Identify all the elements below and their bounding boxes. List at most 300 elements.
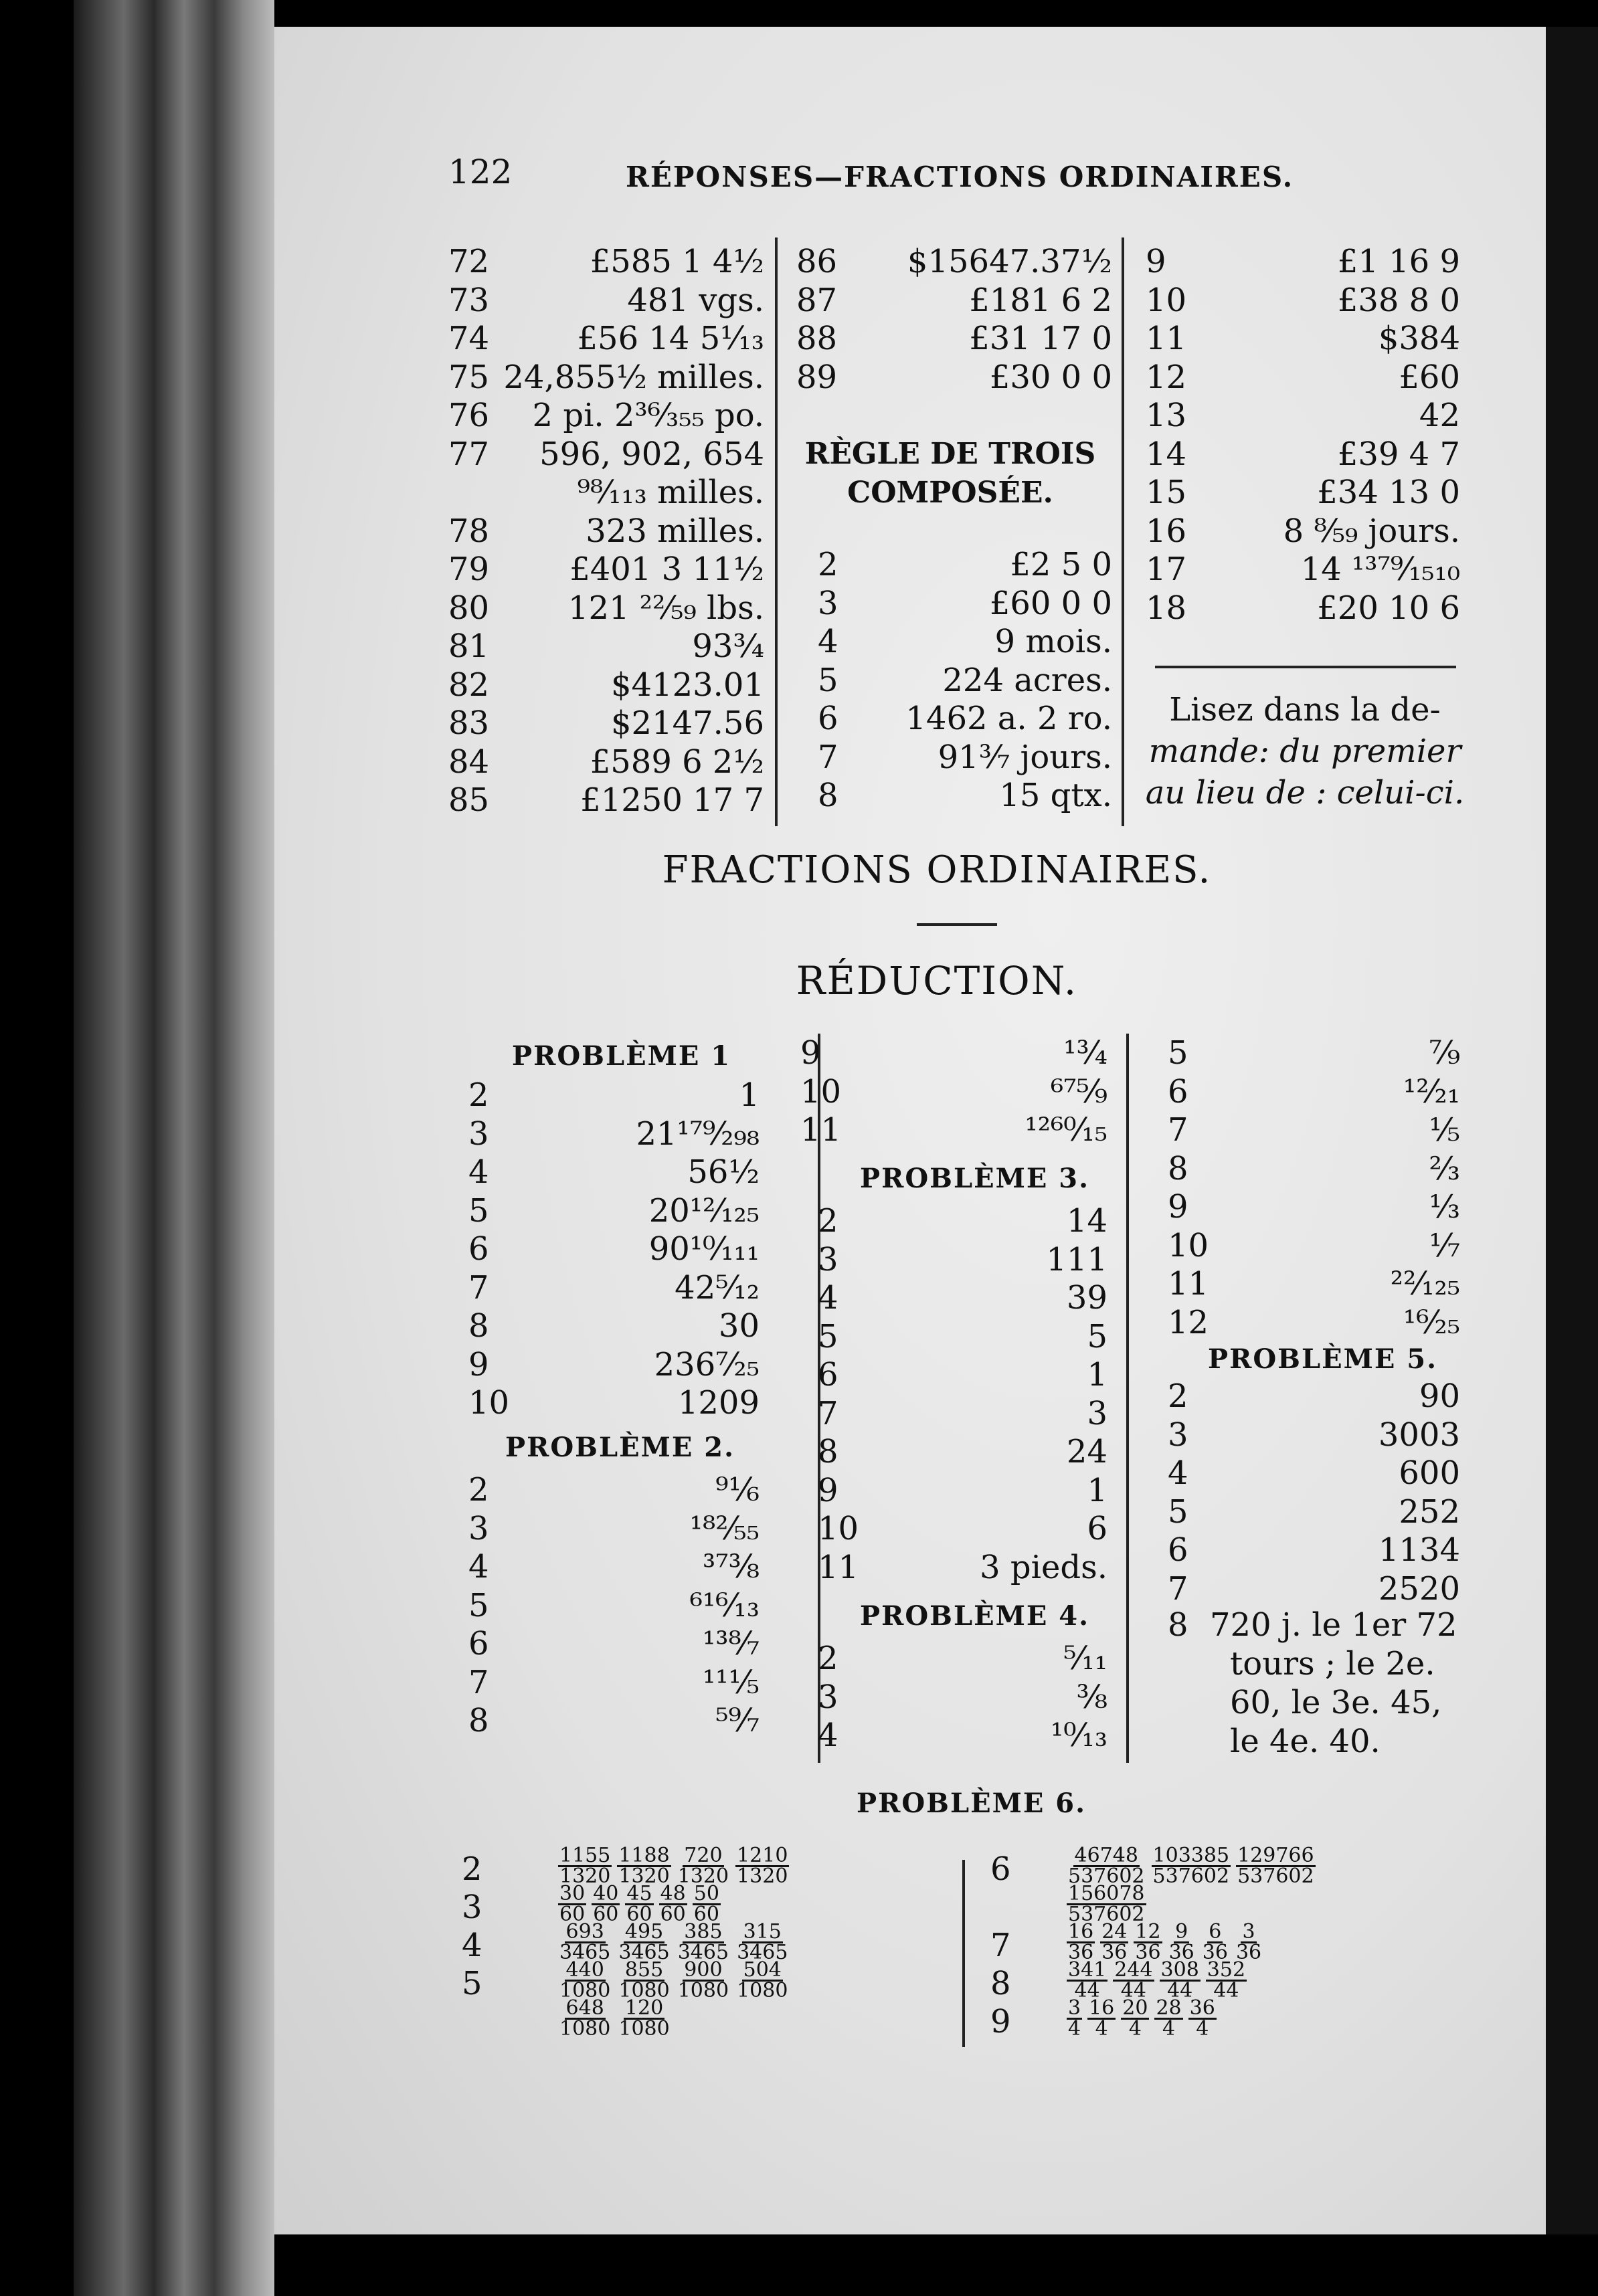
fraction-list [1064, 1844, 1318, 1886]
answer-number: 10 [800, 1072, 842, 1111]
answer-number: 6 [468, 1230, 489, 1268]
answer-number: 7 [1168, 1111, 1188, 1149]
denominator: 1080 [559, 1979, 611, 2002]
answer-value: 24 [1066, 1433, 1107, 1470]
answer-number: 7 [1168, 1569, 1188, 1608]
numerator: 50 [693, 1882, 719, 1905]
denominator: 3465 [559, 1941, 611, 1964]
note-line: mande: du premier [1148, 733, 1461, 770]
answer-number: 2 [1168, 1377, 1188, 1415]
answer-value: £39 4 7 [1337, 435, 1460, 473]
fraction-list [555, 1844, 792, 1886]
numerator: 3 [1068, 1996, 1081, 2020]
answer-value: £585 1 4½ [590, 243, 764, 280]
denominator: 1080 [737, 1979, 788, 2002]
numerator: 495 [624, 1920, 664, 1943]
answer-number: 74 [448, 320, 490, 357]
answer-number: 5 [468, 1586, 489, 1624]
answer-number: 9 [818, 1471, 838, 1509]
denominator: 3465 [677, 1941, 729, 1964]
note-line: Lisez dans la de- [1169, 691, 1441, 729]
numerator: 24 [1101, 1920, 1128, 1943]
fraction [1067, 1996, 1082, 2040]
numerator: 3 [1242, 1920, 1255, 1943]
probleme-3-title: PROBLÈME 3. [860, 1163, 1090, 1194]
answer-number: 73 [448, 281, 490, 319]
answer-value: ⁹⁸⁄₁₁₃ milles. [577, 474, 764, 511]
answer-value: 1 [1087, 1356, 1107, 1394]
denominator: 4 [1162, 2017, 1176, 2040]
answer-number: 8 [818, 777, 838, 814]
answer-value: 3 [1087, 1394, 1107, 1432]
answer-value: 42 [1419, 397, 1460, 434]
answer-value: $4123.01 [610, 666, 764, 704]
answer-value: $384 [1378, 320, 1460, 357]
answer-number: 10 [818, 1510, 859, 1547]
answer-number: 8 [468, 1307, 489, 1345]
answer-number: 6 [468, 1625, 489, 1662]
answer-value: 9 mois. [994, 623, 1112, 660]
answer-value: £1 16 9 [1337, 243, 1460, 280]
section-title: FRACTIONS ORDINAIRES. [662, 848, 1212, 892]
answer-number: 11 [800, 1111, 842, 1149]
answer-value: 3 pieds. [980, 1548, 1107, 1586]
numerator: 648 [565, 1996, 604, 2020]
fraction [1206, 1958, 1247, 2002]
answer-value: 6 [1087, 1510, 1107, 1547]
numerator: 308 [1160, 1958, 1199, 1982]
numerator: 855 [624, 1958, 664, 1982]
probleme-5-answer-8 [1168, 1606, 1188, 1644]
numerator: 103385 [1152, 1844, 1230, 1867]
answer-number: 5 [1168, 1493, 1188, 1531]
fraction-list [1064, 1997, 1219, 2038]
answer-value: ¹¹¹⁄₅ [703, 1663, 760, 1701]
answer-number: 88 [796, 320, 838, 357]
answer-number: 15 [1146, 474, 1187, 511]
fraction [1154, 1996, 1182, 2040]
fraction [617, 1920, 671, 1964]
note-line: au lieu de : celui-ci. [1145, 774, 1465, 811]
denominator: 4 [1068, 2017, 1081, 2040]
answer-number: 18 [1146, 589, 1187, 627]
fraction [558, 1846, 612, 1886]
fraction-list [1064, 1959, 1249, 2000]
numerator: 129766 [1237, 1844, 1314, 1867]
answer-number: 6 [818, 700, 838, 737]
denominator: 44 [1074, 1979, 1100, 2002]
numerator: 385 [684, 1920, 723, 1943]
numerator: 244 [1114, 1958, 1153, 1982]
probleme-4-title: PROBLÈME 4. [860, 1600, 1090, 1632]
denominator: 4 [1095, 2017, 1108, 2040]
answer-value: 21¹⁷⁹⁄₂₉₈ [636, 1115, 760, 1153]
page-number: 122 [448, 153, 513, 191]
answer-number: 11 [1168, 1265, 1209, 1303]
denominator: 1320 [618, 1864, 670, 1888]
denominator: 44 [1167, 1979, 1193, 2002]
answer-value: ⅕ [1429, 1111, 1460, 1149]
numerator: 20 [1122, 1996, 1148, 2020]
answer-value: ¹²⁄₂₁ [1403, 1072, 1460, 1111]
answer-number: 4 [818, 623, 838, 660]
answer-number: 3 [818, 1678, 838, 1716]
note-separator [1155, 666, 1456, 668]
answer-value: 1462 a. 2 ro. [905, 700, 1112, 737]
answer-number: 2 [462, 1850, 482, 1888]
fraction [677, 1958, 730, 2002]
column-divider [1126, 1034, 1129, 1763]
heading-line: RÈGLE DE TROIS [804, 437, 1096, 471]
answer-value: 224 acres. [942, 661, 1112, 699]
answer-value: ¹³⁄₄ [1063, 1034, 1107, 1072]
answer-value: 14 ¹³⁷⁹⁄₁₅₁₀ [1300, 551, 1460, 588]
answer-value: 121 ²²⁄₅₉ lbs. [567, 589, 764, 627]
denominator: 537602 [1237, 1864, 1314, 1888]
answer-value: ⁶⁷⁵⁄₉ [1051, 1072, 1107, 1111]
fraction [1134, 1920, 1162, 1964]
denominator: 60 [660, 1903, 686, 1926]
answer-number: 8 [468, 1702, 489, 1739]
answer-number: 9 [1146, 243, 1166, 280]
answer-line: le 4e. 40. [1230, 1723, 1381, 1760]
answer-number: 4 [818, 1279, 838, 1317]
answer-number: 4 [468, 1153, 489, 1191]
answer-number: 76 [448, 397, 490, 434]
answer-number: 5 [818, 661, 838, 699]
answer-value: ¹³⁸⁄₇ [703, 1625, 760, 1662]
answer-number: 5 [462, 1965, 482, 2002]
answer-number: 82 [448, 666, 490, 704]
numerator: 36 [1189, 1996, 1215, 2020]
answer-number: 12 [1168, 1303, 1209, 1341]
answer-number: 81 [448, 628, 490, 665]
answer-value: ¹⁰⁄₁₃ [1051, 1717, 1107, 1754]
column-divider [962, 1860, 965, 2047]
fraction [1235, 1920, 1263, 1964]
fraction [735, 1958, 789, 2002]
denominator: 4 [1128, 2017, 1142, 2040]
answer-value: 1 [739, 1076, 760, 1114]
numerator: 693 [565, 1920, 604, 1943]
answer-number: 8 [818, 1433, 838, 1470]
fraction-list [555, 1883, 723, 1924]
numerator: 48 [660, 1882, 686, 1905]
answer-number: 9 [990, 2003, 1011, 2040]
answer-value: 3003 [1378, 1416, 1460, 1454]
fraction [558, 1958, 612, 2002]
answer-number: 2 [818, 546, 838, 583]
answer-number: 85 [448, 781, 490, 819]
numerator: 120 [624, 1996, 664, 2020]
answer-number: 13 [1146, 397, 1187, 434]
subsection-title: RÉDUCTION. [796, 958, 1078, 1003]
answer-value: 42⁵⁄₁₂ [675, 1268, 760, 1307]
answer-number: 4 [468, 1548, 489, 1586]
denominator: 36 [1101, 1941, 1128, 1964]
denominator: 60 [593, 1903, 619, 1926]
answer-number: 10 [1168, 1226, 1209, 1264]
answer-value: 323 milles. [586, 512, 764, 550]
fraction [1100, 1920, 1128, 1964]
answer-number: 7 [468, 1268, 489, 1307]
denominator: 36 [1202, 1941, 1228, 1964]
fraction [1087, 1996, 1116, 2040]
answer-number: 5 [1168, 1034, 1188, 1072]
answer-value: 1134 [1378, 1531, 1460, 1569]
numerator: 315 [743, 1920, 782, 1943]
numerator: 45 [626, 1882, 652, 1905]
answer-line: 720 j. le 1er 72 [1210, 1606, 1457, 1644]
denominator: 3465 [737, 1941, 788, 1964]
fraction [1067, 1920, 1095, 1964]
denominator: 1080 [677, 1979, 729, 2002]
answer-number: 75 [448, 358, 490, 396]
answer-value: £60 0 0 [989, 584, 1112, 622]
probleme-6-title: PROBLÈME 6. [857, 1788, 1087, 1819]
answer-number: 8 [990, 1965, 1011, 2002]
running-title: RÉPONSES—FRACTIONS ORDINAIRES. [626, 161, 1294, 193]
answer-value: £1250 17 7 [580, 781, 764, 819]
denominator: 537602 [1068, 1903, 1145, 1926]
numerator: 341 [1068, 1958, 1107, 1982]
answer-value: £60 [1399, 358, 1460, 396]
answer-number: 8 [1168, 1606, 1188, 1644]
answer-number: 11 [1146, 320, 1187, 357]
answer-number: 7 [990, 1927, 1011, 1964]
denominator: 36 [1135, 1941, 1161, 1964]
answer-number: 3 [818, 1240, 838, 1278]
answer-value: 30 [718, 1307, 760, 1345]
denominator: 537602 [1068, 1864, 1145, 1888]
denominator: 44 [1120, 1979, 1146, 2002]
probleme-2-title: PROBLÈME 2. [505, 1432, 735, 1463]
fraction [659, 1882, 687, 1926]
fraction [1152, 1846, 1231, 1886]
answer-number: 5 [818, 1317, 838, 1355]
answer-value: 24,855½ milles. [503, 358, 764, 396]
answer-number: 87 [796, 281, 838, 319]
answer-number: 9 [1168, 1188, 1188, 1226]
numerator: 1188 [618, 1844, 670, 1867]
answer-number: 6 [1168, 1072, 1188, 1111]
answer-number: 84 [448, 743, 490, 781]
numerator: 504 [743, 1958, 782, 1982]
fraction [592, 1882, 620, 1926]
fraction [1168, 1920, 1196, 1964]
answer-value: ⁹¹⁄₆ [715, 1471, 760, 1509]
fraction [617, 1996, 671, 2040]
answer-value: 236⁷⁄₂₅ [654, 1345, 760, 1383]
fraction [1188, 1996, 1217, 2040]
page-right-border [1546, 27, 1598, 2234]
answer-value: £589 6 2½ [590, 743, 764, 781]
answer-number: 7 [818, 738, 838, 776]
answer-number: 2 [468, 1076, 489, 1114]
answer-value: 2 pi. 2³⁶⁄₃₅₅ po. [532, 397, 764, 434]
denominator: 36 [1068, 1941, 1094, 1964]
answer-value: ⁶¹⁶⁄₁₃ [689, 1586, 760, 1624]
answer-value: ⅔ [1429, 1149, 1460, 1187]
column-divider [1122, 237, 1124, 826]
probleme-1-title: PROBLÈME 1 [512, 1040, 731, 1072]
fraction [677, 1846, 730, 1886]
numerator: 16 [1068, 1920, 1094, 1943]
erratum-note [1138, 689, 1472, 814]
answer-number: 9 [800, 1034, 821, 1072]
answer-value: £56 14 5¹⁄₁₃ [577, 320, 764, 357]
fraction-list [555, 1997, 674, 2038]
numerator: 440 [565, 1958, 604, 1982]
fraction-list [1064, 1921, 1265, 1962]
answer-line: 60, le 3e. 45, [1230, 1684, 1442, 1721]
answer-number: 4 [1168, 1454, 1188, 1492]
answer-value: 1 [1087, 1471, 1107, 1509]
fraction [617, 1958, 671, 2002]
answer-value: ¹⁶⁄₂₅ [1403, 1303, 1460, 1341]
answer-number: 10 [1146, 281, 1187, 319]
answer-value: 90¹⁰⁄₁₁₁ [648, 1230, 760, 1268]
answer-number: 83 [448, 704, 490, 742]
answer-value: 90 [1419, 1377, 1460, 1415]
fraction [735, 1846, 789, 1886]
fraction [558, 1996, 612, 2040]
denominator: 1080 [618, 2017, 670, 2040]
answer-number: 4 [818, 1717, 838, 1754]
fraction-list [555, 1921, 792, 1962]
answer-value: £181 6 2 [969, 281, 1112, 319]
answer-value: ²²⁄₁₂₅ [1390, 1265, 1460, 1303]
answer-value: ¹²⁶⁰⁄₁₅ [1025, 1111, 1107, 1149]
answer-value: 15 qtx. [999, 777, 1112, 814]
answer-number: 2 [468, 1471, 489, 1509]
answer-value: 481 vgs. [627, 281, 764, 319]
answer-value: ⁵⁄₁₁ [1063, 1640, 1107, 1677]
answer-number: 2 [818, 1640, 838, 1677]
answer-value: ⅓ [1429, 1188, 1460, 1226]
answer-number: 5 [468, 1191, 489, 1230]
answer-number: 16 [1146, 512, 1187, 550]
answer-value: 2520 [1378, 1569, 1460, 1608]
numerator: 40 [593, 1882, 619, 1905]
answer-value: £30 0 0 [989, 358, 1112, 396]
fraction-list [555, 1959, 792, 2000]
answer-number: 77 [448, 435, 490, 473]
answer-number: 3 [1168, 1416, 1188, 1454]
rule-of-three-heading [783, 435, 1118, 512]
answer-value: £31 17 0 [969, 320, 1112, 357]
numerator: 9 [1175, 1920, 1188, 1943]
numerator: 720 [684, 1844, 723, 1867]
answer-number: 78 [448, 512, 490, 550]
denominator: 36 [1235, 1941, 1262, 1964]
answer-value: 91³⁄₇ jours. [938, 738, 1112, 776]
numerator: 900 [684, 1958, 723, 1982]
answer-number: 79 [448, 551, 490, 588]
answer-value: 14 [1066, 1202, 1107, 1240]
answer-value: 5 [1087, 1317, 1107, 1355]
answer-number: 7 [468, 1663, 489, 1701]
answer-number: 3 [468, 1509, 489, 1547]
fraction [693, 1882, 721, 1926]
denominator: 3465 [618, 1941, 670, 1964]
answer-number: 11 [818, 1548, 859, 1586]
answer-number: 89 [796, 358, 838, 396]
fraction [617, 1846, 671, 1886]
answer-value: 56½ [687, 1153, 760, 1191]
answer-number: 8 [1168, 1149, 1188, 1187]
answer-number: 3 [468, 1115, 489, 1153]
answer-value: £401 3 11½ [569, 551, 764, 588]
fraction [558, 1882, 586, 1926]
answer-number: 6 [990, 1850, 1011, 1888]
answer-value: ¹⁸²⁄₅₅ [689, 1509, 760, 1547]
answer-number: 6 [818, 1356, 838, 1394]
answer-value: 93¾ [692, 628, 764, 665]
fraction [1201, 1920, 1229, 1964]
denominator: 36 [1168, 1941, 1194, 1964]
answer-line: tours ; le 2e. [1230, 1645, 1435, 1683]
answer-value: $2147.56 [610, 704, 764, 742]
answer-number: 3 [818, 584, 838, 622]
answer-value: 39 [1066, 1279, 1107, 1317]
fraction [558, 1920, 612, 1964]
probleme-5-title: PROBLÈME 5. [1208, 1343, 1438, 1375]
numerator: 12 [1135, 1920, 1161, 1943]
answer-number: 72 [448, 243, 490, 280]
denominator: 60 [626, 1903, 652, 1926]
denominator: 44 [1213, 1979, 1239, 2002]
numerator: 1210 [737, 1844, 788, 1867]
answer-number: 86 [796, 243, 838, 280]
answer-value: 111 [1046, 1240, 1107, 1278]
answer-number: 14 [1146, 435, 1187, 473]
numerator: 30 [559, 1882, 586, 1905]
answer-value: ⁷⁄₉ [1429, 1034, 1460, 1072]
numerator: 156078 [1068, 1882, 1145, 1905]
answer-number: 4 [462, 1927, 482, 1964]
answer-number: 9 [468, 1345, 489, 1383]
answer-value: £20 10 6 [1317, 589, 1460, 627]
answer-number: 10 [468, 1384, 510, 1422]
fraction [1160, 1958, 1201, 2002]
answer-value: ⁵⁹⁄₇ [715, 1702, 760, 1739]
numerator: 6 [1209, 1920, 1222, 1943]
denominator: 1320 [677, 1864, 729, 1888]
answer-number: 6 [1168, 1531, 1188, 1569]
fraction [1067, 1882, 1146, 1926]
numerator: 16 [1089, 1996, 1115, 2020]
answer-value: £38 8 0 [1337, 281, 1460, 319]
heading-line: COMPOSÉE. [847, 476, 1053, 510]
answer-value: 1209 [677, 1384, 760, 1422]
column-divider [775, 237, 778, 826]
fraction [1113, 1958, 1154, 2002]
numerator: 352 [1207, 1958, 1246, 1982]
denominator: 1320 [559, 1864, 611, 1888]
answer-value: ³⁷³⁄₈ [703, 1548, 760, 1586]
answer-number: 3 [462, 1889, 482, 1926]
fraction [625, 1882, 653, 1926]
answer-value: $15647.37½ [907, 243, 1112, 280]
denominator: 537602 [1152, 1864, 1230, 1888]
answer-value: 252 [1399, 1493, 1460, 1531]
numerator: 28 [1156, 1996, 1182, 2020]
denominator: 1080 [618, 1979, 670, 2002]
probleme-5-answer-8-text [1210, 1606, 1457, 1761]
answer-value: 20¹²⁄₁₂₅ [648, 1191, 760, 1230]
answer-value: £2 5 0 [1010, 546, 1112, 583]
